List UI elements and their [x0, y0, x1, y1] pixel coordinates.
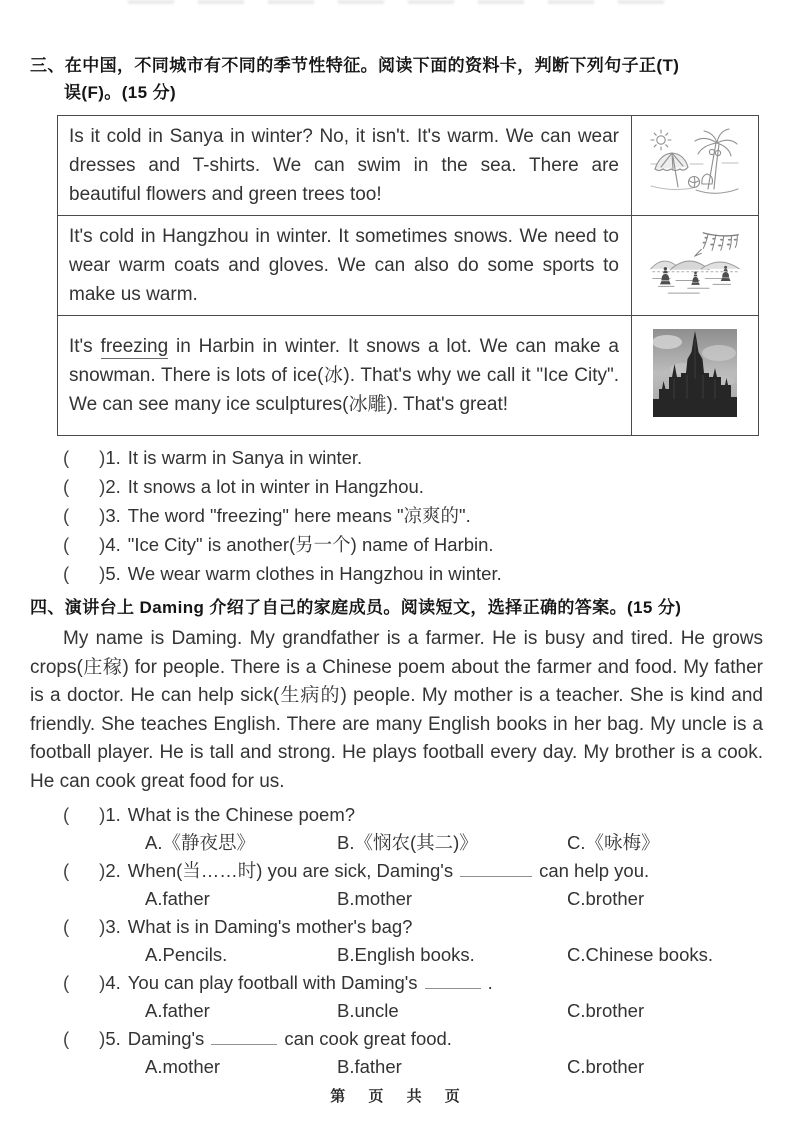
tf-question-5	[63, 559, 763, 588]
option-b: B.father	[337, 1056, 402, 1077]
question-number: 3.	[105, 505, 121, 526]
previous-page-remnant	[128, 0, 673, 4]
mc-options-2	[145, 885, 763, 913]
option-c: C.brother	[567, 888, 645, 909]
card-text-harbin	[58, 316, 632, 436]
mc-question-2	[63, 857, 763, 885]
harbin-ice-castle-photo	[653, 329, 737, 422]
table-row	[58, 316, 759, 436]
mc-options-3	[145, 941, 763, 969]
close-paren: )	[99, 505, 106, 526]
option-c: C.brother	[567, 1056, 645, 1077]
question-text: It is warm in Sanya in winter.	[127, 447, 363, 468]
option-b: B.English books.	[337, 944, 475, 965]
card-image-cell	[632, 116, 759, 216]
mc-question-4	[63, 969, 763, 997]
option-c: C.brother	[567, 1000, 645, 1021]
open-paren: (	[63, 1028, 70, 1049]
section3-title	[30, 52, 763, 106]
close-paren: )	[99, 447, 106, 468]
option-c: C.《咏梅》	[567, 832, 660, 853]
fill-in-blank	[211, 1029, 277, 1045]
close-paren: )	[99, 916, 106, 937]
question-number: 4.	[105, 972, 121, 993]
question-text: What is the Chinese poem?	[127, 804, 356, 825]
open-paren: (	[63, 476, 70, 497]
card-image-cell	[632, 216, 759, 316]
question-text: You can play football with Daming's	[127, 972, 418, 993]
question-text: It snows a lot in winter in Hangzhou.	[127, 476, 424, 497]
question-number: 2.	[105, 860, 121, 881]
multiple-choice-list	[30, 801, 763, 1081]
mc-question-5	[63, 1025, 763, 1053]
option-b: B.uncle	[337, 1000, 399, 1021]
mc-question-1	[63, 801, 763, 829]
page-footer: 第 页 共 页	[330, 1088, 463, 1105]
question-number: 4.	[105, 534, 121, 555]
tf-question-1	[63, 443, 763, 472]
reading-passage: My name is Daming. My grandfather is a farmer. He is busy and tired. He grows crops(庄稼) for people. There is a Chinese poem about the farmer and food. My father is a doctor. He can help sick(生病的) people. My mother is a teacher. She is kind and friendly. She teaches English. There are many English books in her bag. My uncle is a football player. He is tall and strong. He plays football every day. My brother is a cook. He can cook great food for us.	[30, 628, 763, 792]
fill-in-blank	[460, 861, 532, 877]
open-paren: (	[63, 916, 70, 937]
close-paren: )	[99, 476, 106, 497]
question-number: 5.	[105, 563, 121, 584]
open-paren: (	[63, 860, 70, 881]
close-paren: )	[99, 860, 106, 881]
question-text: What is in Daming's mother's bag?	[127, 916, 413, 937]
card-text-sanya: Is it cold in Sanya in winter? No, it isn't. It's warm. We can wear dresses and T-shirts. We can swim in the sea. There are beautiful flowers and green trees too!	[58, 116, 632, 216]
card-text-segment: It's	[69, 336, 101, 357]
fill-in-blank	[425, 973, 481, 989]
tf-question-4	[63, 530, 763, 559]
open-paren: (	[63, 804, 70, 825]
question-text: The word "freezing" here means "凉爽的".	[127, 505, 471, 526]
mc-question-3	[63, 913, 763, 941]
open-paren: (	[63, 447, 70, 468]
close-paren: )	[99, 1028, 106, 1049]
section3-title-line1: 三、在中国，不同城市有不同的季节性特征。阅读下面的资料卡，判断下列句子正(T)	[30, 56, 680, 75]
option-a: A.《静夜思》	[145, 832, 255, 853]
card-text-hangzhou: It's cold in Hangzhou in winter. It sometimes snows. We need to wear warm coats and gloves. We can also do some sports to make us warm.	[58, 216, 632, 316]
open-paren: (	[63, 505, 70, 526]
tf-question-2	[63, 472, 763, 501]
tf-question-3	[63, 501, 763, 530]
option-a: A.father	[145, 1000, 210, 1021]
option-b: B.《悯农(其二)》	[337, 832, 478, 853]
open-paren: (	[63, 563, 70, 584]
question-text-after-blank: .	[487, 972, 493, 993]
question-text-after-blank: can cook great food.	[284, 1028, 452, 1049]
mc-options-4	[145, 997, 763, 1025]
open-paren: (	[63, 534, 70, 555]
underlined-word: freezing	[100, 336, 169, 357]
card-text-segment: in Harbin in winter. It snows a lot. We can make a snowman. There is lots of ice(冰). That's why we call it "Ice City". We can see many ice sculptures(冰雕). That's great!	[69, 336, 619, 415]
option-b: B.mother	[337, 888, 413, 909]
question-number: 1.	[105, 447, 121, 468]
question-number: 3.	[105, 916, 121, 937]
mc-options-1	[145, 829, 763, 857]
section4-title: 四、演讲台上 Daming 介绍了自己的家庭成员。阅读短文，选择正确的答案。(15 分)	[30, 598, 682, 617]
question-text: We wear warm clothes in Hangzhou in winter.	[127, 563, 502, 584]
sanya-beach-illustration	[648, 127, 742, 204]
open-paren: (	[63, 972, 70, 993]
section3-title-line2: 误(F)。(15 分)	[64, 83, 177, 102]
option-c: C.Chinese books.	[567, 944, 714, 965]
question-number: 1.	[105, 804, 121, 825]
question-number: 5.	[105, 1028, 121, 1049]
option-a: A.Pencils.	[145, 944, 228, 965]
table-row	[58, 216, 759, 316]
true-false-list	[63, 443, 763, 588]
option-a: A.father	[145, 888, 210, 909]
reading-cards-table	[57, 115, 759, 436]
mc-options-5	[145, 1053, 763, 1081]
question-text: When(当……时) you are sick, Daming's	[127, 860, 454, 881]
table-row	[58, 116, 759, 216]
close-paren: )	[99, 972, 106, 993]
close-paren: )	[99, 804, 106, 825]
question-text: "Ice City" is another(另一个) name of Harbin.	[127, 534, 494, 555]
question-number: 2.	[105, 476, 121, 497]
card-image-cell	[632, 316, 759, 436]
option-a: A.mother	[145, 1056, 221, 1077]
close-paren: )	[99, 534, 106, 555]
hangzhou-west-lake-illustration	[648, 228, 743, 303]
question-text-after-blank: can help you.	[539, 860, 650, 881]
question-text: Daming's	[127, 1028, 205, 1049]
close-paren: )	[99, 563, 106, 584]
